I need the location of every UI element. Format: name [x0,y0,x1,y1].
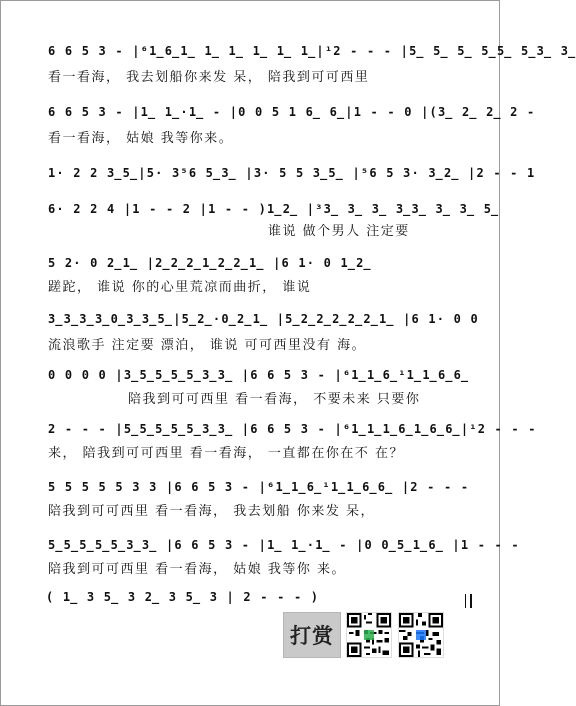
lyrics-row: 陪我到可可西里 看一看海， 姑娘 我等你 来。 [48,562,347,577]
lyrics-row: 流浪歌手 注定要 漂泊， 谁说 可可西里没有 海。 [48,338,367,353]
alipay-qr-icon [398,612,444,658]
lyrics-row: 谁说 做个男人 注定要 [268,224,410,239]
lyrics-row: 陪我到可可西里 看一看海， 我去划船 你来发 呆， [48,504,376,519]
notes-row: 5 2· 0 2̲1̲ |2̲2̲2̲1̲2̲2̲1̲ |6 1· 0 1̲2̲ [48,256,372,270]
notes-row: 1· 2 2 3̲5̲|5· 3⁵6 5̲3̲ |3· 5 5 3̲5̲ |⁵6 5 3· 3̲2̲ |2 - - 1 [48,166,536,180]
lyrics-row: 蹉跎， 谁说 你的心里荒凉而曲折， 谁说 [48,280,312,295]
notes-row: 5̲5̲5̲5̲5̲3̲3̲ |6 6 5 3 - |1̲ 1̲·1̲ - |0 0̲5̲1̲6̲ |1 - - - [48,538,520,552]
wechat-qr-icon [346,612,392,658]
lyrics-row: 看一看海， 我去划船你来发 呆， 陪我到可可西里 [48,70,370,85]
notes-row: 5 5 5 5 5 3 3 |6 6 5 3 - |⁶1̲1̲6̲¹1̲1̲6̲6̲ |2 - - - [48,480,470,494]
lyrics-row: 来， 陪我到可可西里 看一看海， 一直都在你在不 在？ [48,446,405,461]
notes-row: 2 - - - |5̲5̲5̲5̲5̲3̲3̲ |6 6 5 3 - |⁶1̲1̲1̲6̲1̲6̲6̲|¹2 - - - [48,422,537,436]
lyrics-row: 陪我到可可西里 看一看海， 不要未来 只要你 [128,392,421,407]
final-barline [465,594,472,608]
notes-row: 6· 2 2 4 |1 - - 2 |1 - - )1̲2̲ |³3̲ 3̲ 3̲ 3̲3̲ 3̲ 3̲ 5̲ [48,202,500,216]
notes-row: 0 0 0 0 |3̲5̲5̲5̲5̲3̲3̲ |6 6 5 3 - |⁶1̲1̲6̲¹1̲1̲6̲6̲ [48,368,470,382]
notes-row: 6 6 5 3 - |1̲ 1̲·1̲ - |0 0 5 1 6̲ 6̲|1 - - 0 |(3̲ 2̲ 2̲ 2 - [48,105,536,119]
notes-row: ( 1̲ 3 5̲ 3 2̲ 3 5̲ 3 | 2 - - - ) [46,590,320,604]
lyrics-row: 看一看海， 姑娘 我等你来。 [48,131,234,146]
notes-row: 3̲3̲3̲3̲0̲3̲3̲5̲|5̲2̲·0̲2̲1̲ |5̲2̲2̲2̲2̲2̲1̲ |6 1· 0 0 [48,312,479,326]
reward-button[interactable]: 打赏 [283,612,341,658]
notes-row: 6 6 5 3 - |⁶1̲6̲1̲ 1̲ 1̲ 1̲ 1̲ 1̲|¹2 - - - |5̲ 5̲ 5̲ 5̲5̲ 5̲3̲ 3̲ [48,44,576,58]
